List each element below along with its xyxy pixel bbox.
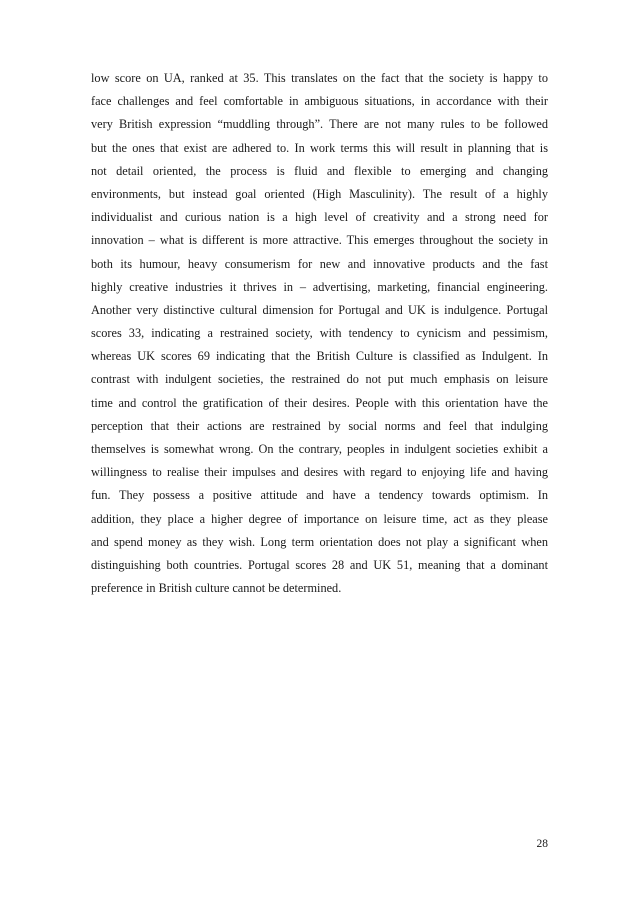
paragraph-line: addition, they place a higher degree of importance on leisure time, act as they please [91, 511, 548, 526]
paragraph-line: fun. They possess a positive attitude and have a tendency towards optimism. In [91, 488, 548, 503]
paragraph-line: but the ones that exist are adhered to. In work terms this will result in planning that is [91, 140, 548, 155]
paragraph-line: Another very distinctive cultural dimension for Portugal and UK is indulgence. Portugal [91, 302, 548, 317]
paragraph-line: scores 33, indicating a restrained society, with tendency to cynicism and pessimism, [91, 326, 548, 341]
page-number: 28 [536, 838, 548, 850]
paragraph-line: perception that their actions are restrained by social norms and feel that indulging [91, 418, 548, 433]
paragraph-line: both its humour, heavy consumerism for new and innovative products and the fast [91, 256, 548, 271]
body-paragraph [91, 67, 548, 600]
paragraph-line: not detail oriented, the process is fluid and flexible to emerging and changing [91, 163, 548, 178]
paragraph-line: contrast with indulgent societies, the restrained do not put much emphasis on leisure [91, 372, 548, 387]
paragraph-line: very British expression “muddling through”. There are not many rules to be followed [91, 117, 548, 132]
paragraph-line: face challenges and feel comfortable in ambiguous situations, in accordance with their [91, 94, 548, 109]
paragraph-line: innovation – what is different is more attractive. This emerges throughout the society in [91, 233, 548, 248]
paragraph-line: individualist and curious nation is a high level of creativity and a strong need for [91, 210, 548, 225]
paragraph-line: themselves is somewhat wrong. On the contrary, peoples in indulgent societies exhibit a [91, 442, 548, 456]
paragraph-line: and spend money as they wish. Long term orientation does not play a significant when [91, 534, 548, 549]
paragraph-line: distinguishing both countries. Portugal scores 28 and UK 51, meaning that a dominant [91, 557, 548, 572]
paragraph-line: low score on UA, ranked at 35. This translates on the fact that the society is happy to [91, 71, 548, 85]
paragraph-line: highly creative industries it thrives in – advertising, marketing, financial engineering. [91, 279, 548, 294]
paragraph-line: time and control the gratification of their desires. People with this orientation have the [91, 395, 548, 410]
paragraph-line: preference in British culture cannot be determined. [91, 581, 342, 596]
paragraph-line: whereas UK scores 69 indicating that the British Culture is classified as Indulgent. In [91, 349, 548, 364]
paragraph-line: willingness to realise their impulses and desires with regard to enjoying life and having [91, 465, 548, 480]
paragraph-line: environments, but instead goal oriented (High Masculinity). The result of a highly [91, 186, 548, 201]
